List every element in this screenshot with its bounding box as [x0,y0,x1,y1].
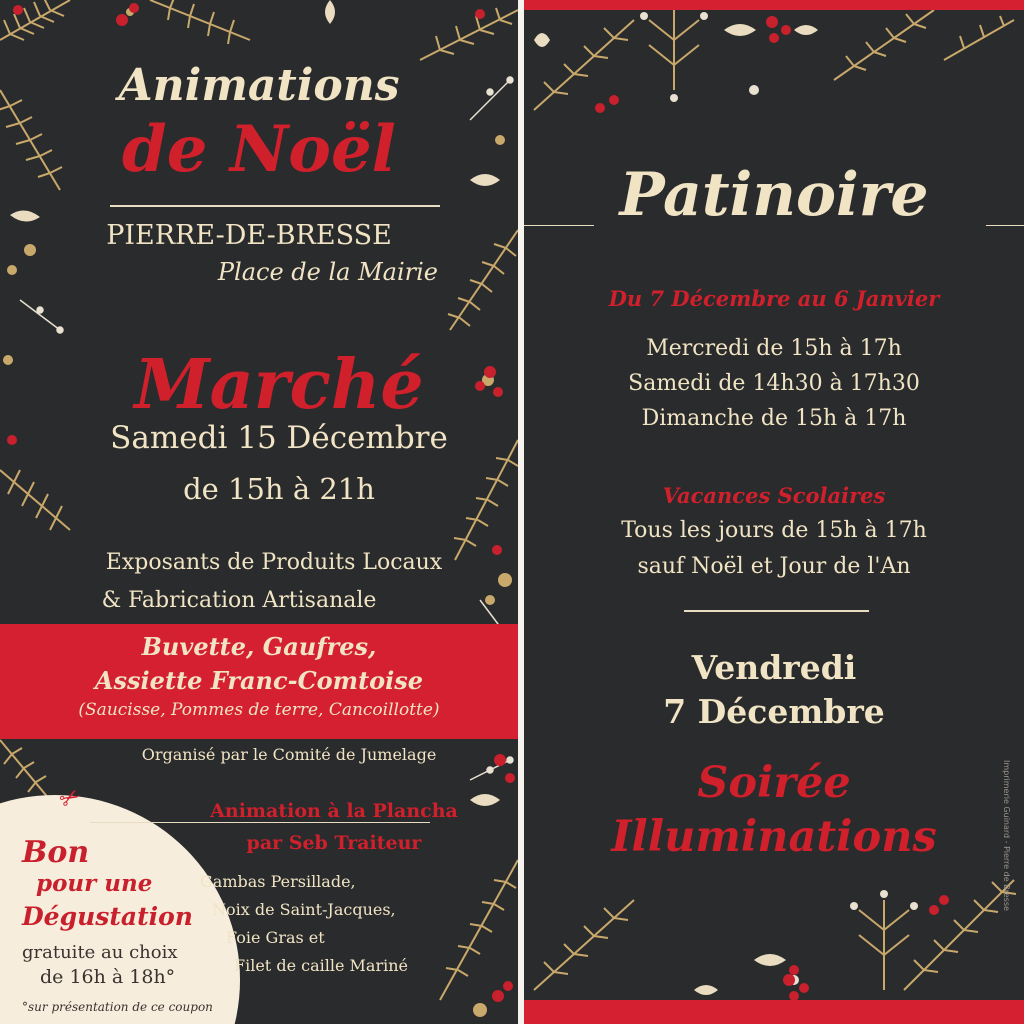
holidays-title: Vacances Scolaires [662,483,886,508]
coupon-cut-line [90,822,430,823]
schedule-line: Samedi de 14h30 à 17h30 [628,371,920,396]
title-de-noel: de Noël [122,112,396,187]
event-day: Vendredi [691,648,857,687]
buvette-line-1: Buvette, Gaufres, [141,632,377,661]
town-name: PIERRE-DE-BRESSE [106,220,392,251]
market-title: Marché [134,345,424,425]
schedule-line: Mercredi de 15h à 17h [646,336,902,361]
bottom-red-bar [524,1000,1024,1024]
menu-item: Foie Gras et [226,928,325,947]
top-red-bar [524,0,1024,10]
title-rule-left [524,225,594,226]
scissors-icon: ✂ [54,780,86,816]
market-hours: de 15h à 21h [183,472,375,506]
organizer-text: Organisé par le Comité de Jumelage [141,745,437,764]
coupon-bon: Bon [22,835,90,870]
schedule-line: Dimanche de 15h à 17h [641,406,907,431]
foliage-decoration-right [524,0,1024,1024]
printer-credit: Imprimerie Guinard - Pierre de Bresse [1002,760,1011,911]
coupon-degustation: Dégustation [22,902,193,931]
coupon-pour-une: pour une [36,870,153,897]
menu-item: Filet de caille Mariné [234,956,408,975]
title-divider [110,205,440,207]
event-title-line-1: Soirée [697,758,851,808]
section-divider [684,610,869,612]
coupon-gratuite: gratuite au choix [22,942,178,963]
menu-item: Noix de Saint-Jacques, [212,900,396,919]
ice-rink-title: Patinoire [619,160,929,230]
menu-item: Gambas Persillade, [200,872,356,891]
rink-period: Du 7 Décembre au 6 Janvier [608,286,940,311]
coupon-note: °sur présentation de ce coupon [22,1000,213,1014]
plancha-line-1: Animation à la Plancha [210,800,458,822]
plancha-line-2: par Seb Traiteur [246,832,422,854]
buvette-line-3: (Saucisse, Pommes de terre, Cancoillotte) [78,700,440,720]
place-name: Place de la Mairie [217,258,438,286]
event-title-line-2: Illuminations [611,812,937,862]
event-date: 7 Décembre [663,692,885,731]
exhibitors-line-1: Exposants de Produits Locaux [105,550,443,575]
market-date: Samedi 15 Décembre [110,420,448,456]
buvette-line-2: Assiette Franc-Comtoise [94,666,424,695]
title-rule-right [986,225,1024,226]
title-animations: Animations [118,60,400,111]
holidays-line: sauf Noël et Jour de l'An [637,554,911,579]
holidays-line: Tous les jours de 15h à 17h [621,518,927,543]
exhibitors-line-2: & Fabrication Artisanale [101,588,377,613]
right-flyer-panel [524,0,1024,1024]
coupon-hours: de 16h à 18h° [40,966,176,988]
